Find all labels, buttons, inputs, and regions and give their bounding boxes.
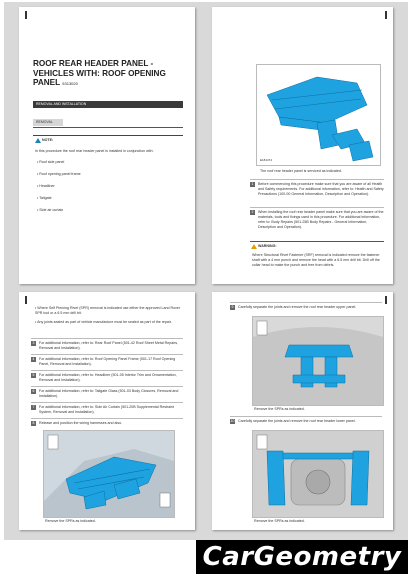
divider <box>230 416 382 417</box>
warning-icon <box>251 244 257 249</box>
list-item: • Headliner <box>37 184 55 188</box>
step-number: 10 <box>230 419 235 423</box>
step-text: For additional information, refer to: Headliner (501-05 Interior Trim and Ornamentation, Removal and Installation). <box>39 373 177 382</box>
step-text: For additional information, refer to: Side Air Curtain (501-20B Supplemental Restraint System, Removal and Installation). <box>39 405 175 414</box>
document-page-2 <box>212 7 393 284</box>
brand-logo <box>196 540 408 574</box>
intro-text: In this procedure the roof rear header panel is installed in conjunction with: <box>35 149 154 153</box>
step-number: 5 <box>32 373 35 377</box>
page-marker <box>385 296 387 304</box>
page-title <box>33 59 183 89</box>
document-page-1 <box>19 7 195 284</box>
document-page-3 <box>19 292 195 530</box>
section-bar: REMOVAL AND INSTALLATION <box>33 101 183 108</box>
divider <box>250 241 384 242</box>
divider <box>31 402 183 403</box>
step-text: For additional information, refer to: Tailgate Glass (501-03 Body Closures, Removal and Installation). <box>39 389 179 398</box>
divider <box>31 354 183 355</box>
list-item: • Where Self Piercing Rivet (SPR) removal is indicated use either the approved Land Rover SPR tool or a 6.5 mm drill bit. <box>35 306 183 316</box>
brand-logo-text: CarGeometry <box>202 542 402 572</box>
removal-label: REMOVAL <box>33 119 63 126</box>
panel-diagram <box>256 64 381 166</box>
step-text: For additional information, refer to: Rear Roof Panel (501-42 Roof Sheet Metal Repairs, Removal and Installation). <box>39 341 179 350</box>
step-number: 7 <box>32 405 35 409</box>
divider <box>230 302 382 303</box>
step-number: 1 <box>251 182 254 186</box>
step-text: Before commencing this procedure make sure that you are aware of all Health and Safety requirements. For additional information, refer to: Health and Safety Precautions (100-00 General Information, Description and Operation). <box>258 182 384 196</box>
list-item: • Any joints sealed as part of vehicle manufacture must be sealed as part of the repair. <box>35 320 183 325</box>
note-box <box>33 135 183 146</box>
page-marker <box>25 11 27 19</box>
roof-header-illustration <box>44 431 174 517</box>
upper-panel-photo <box>252 316 384 406</box>
title-text: ROOF REAR HEADER PANEL - VEHICLES WITH: ROOF OPENING PANEL <box>33 59 166 87</box>
lower-panel-photo <box>252 430 384 518</box>
step-number: 8 <box>32 421 35 425</box>
roof-header-photo <box>43 430 175 518</box>
step-number: 6 <box>32 389 35 393</box>
step-number: 3 <box>32 341 35 345</box>
roof-panel-illustration <box>257 65 380 165</box>
list-item: • Tailgate <box>37 196 52 200</box>
divider <box>250 179 384 180</box>
divider <box>33 127 183 128</box>
figure-caption: Remove the SPRs as indicated. <box>254 407 305 411</box>
divider <box>31 386 183 387</box>
page-marker <box>25 296 27 304</box>
lower-panel-illustration <box>253 431 383 517</box>
step-text: Release and position the wiring harnesses and also. <box>39 421 123 425</box>
step-number: 4 <box>32 357 35 361</box>
figure-code: E184474 <box>260 158 273 162</box>
step-number: 2 <box>251 210 254 214</box>
document-page-4 <box>212 292 393 530</box>
step-text: Carefully separate the joints and remove the roof rear header upper panel. <box>238 305 357 309</box>
divider <box>250 207 384 208</box>
step-number: 9 <box>231 305 234 309</box>
warning-text: Where Structural Rivet Fastener (SRF) removal is indicated remove the fastener shaft with a 4 mm punch and remove the head with a 6.5 mm drill bit. Drill off the collar head to make the punch and free from debris. <box>252 253 380 267</box>
note-icon <box>35 138 41 143</box>
divider <box>31 338 183 339</box>
upper-panel-illustration <box>253 317 383 405</box>
figure-caption: Remove the SPRs as indicated. <box>254 519 305 523</box>
divider <box>31 418 183 419</box>
step-text: Carefully separate the joints and remove the roof rear header lower panel. <box>238 419 356 423</box>
list-item: • Side air curtain <box>37 208 63 212</box>
list-item: • Roof side panel <box>37 160 64 164</box>
title-code: 5313020 <box>62 81 78 86</box>
step-text: When installing the roof rear header panel make sure that you are aware of the materials, tools and fixings used in this procedure. For additional information, refer to: Body Repairs (501-25B Body Repairs - General Information, Description and Operation). <box>258 210 384 229</box>
page-marker <box>385 11 387 19</box>
step-text: For additional information, refer to: Roof Opening Panel Frame (501-17 Roof Opening Panel, Removal and Installation). <box>39 357 176 366</box>
figure-caption: Remove the SPRs as indicated. <box>45 519 96 523</box>
divider <box>31 370 183 371</box>
list-item: • Roof opening panel frame <box>37 172 81 176</box>
figure-caption: The roof rear header panel is serviced as indicated. <box>260 169 342 173</box>
note-label: NOTE: <box>42 138 54 142</box>
warning-label: WARNING: <box>258 244 277 248</box>
